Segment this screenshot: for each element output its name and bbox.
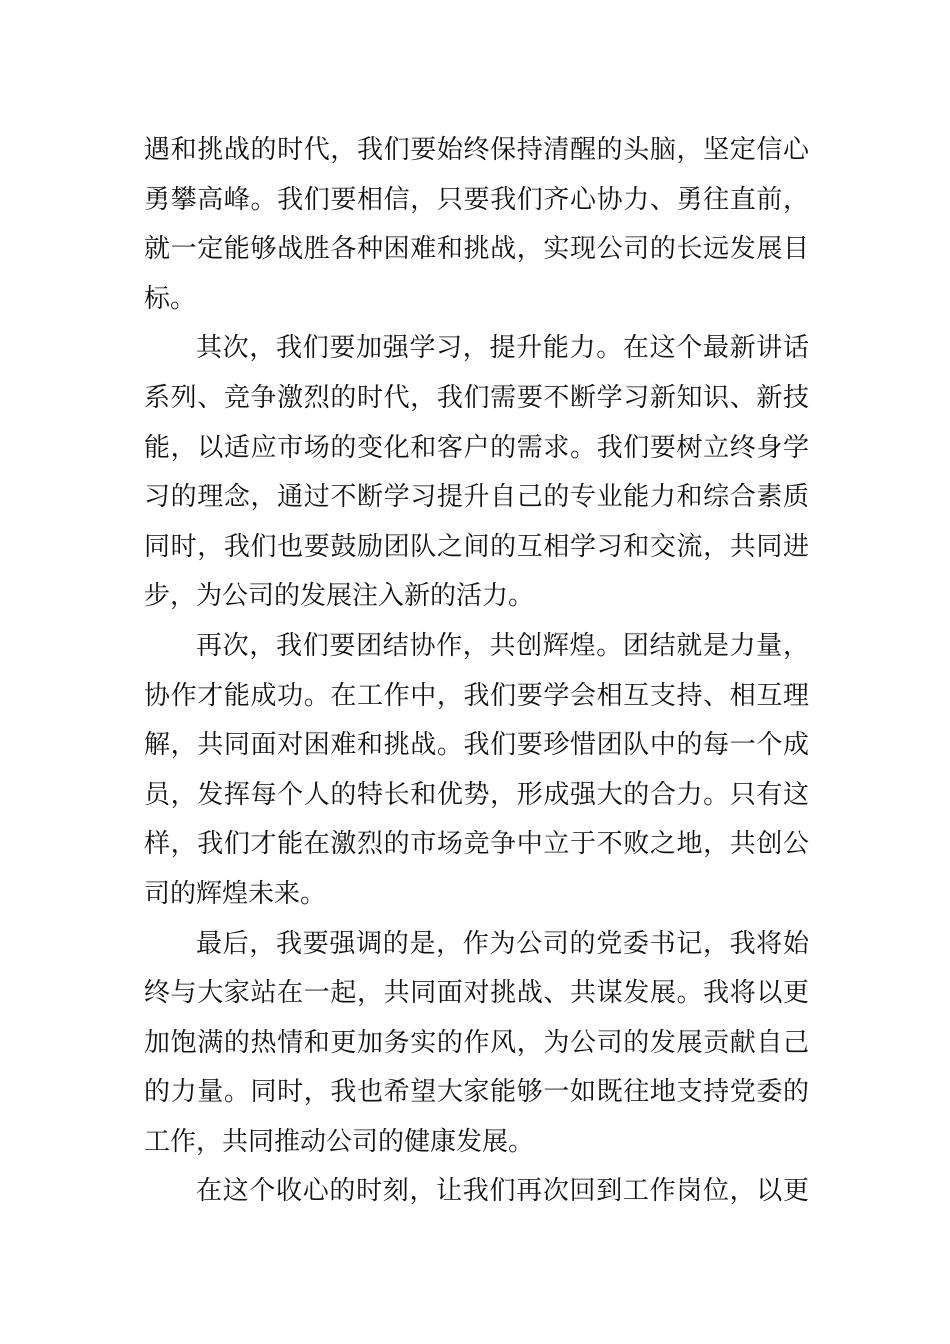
text-line: 遇和挑战的时代，我们要始终保持清醒的头脑，坚定信心 <box>144 135 809 165</box>
text-line: 同时，我们也要鼓励团队之间的互相学习和交流，共同进 <box>144 531 809 562</box>
text-line: 协作才能成功。在工作中，我们要学会相互支持、相互理 <box>144 680 809 711</box>
text-line: 步，为公司的发展注入新的活力。 <box>144 581 535 612</box>
text-line: 能，以适应市场的变化和客户的需求。我们要树立终身学 <box>144 432 809 463</box>
text-line: 加饱满的热情和更加务实的作风，为公司的发展贡献自己 <box>144 1027 809 1058</box>
text-line: 勇攀高峰。我们要相信，只要我们齐心协力、勇往直前， <box>144 184 809 215</box>
text-line: 就一定能够战胜各种困难和挑战，实现公司的长远发展目 <box>144 234 809 265</box>
text-line: 工作，共同推动公司的健康发展。 <box>144 1126 535 1157</box>
text-line: 解，共同面对困难和挑战。我们要珍惜团队中的每一个成 <box>144 730 809 761</box>
text-line: 员，发挥每个人的特长和优势，形成强大的合力。只有这 <box>144 779 809 810</box>
paragraph-start-line: 最后，我要强调的是，作为公司的党委书记，我将始 <box>196 928 809 959</box>
paragraph-start-line: 再次，我们要团结协作，共创辉煌。团结就是力量， <box>196 630 809 661</box>
paragraph-start-line: 其次，我们要加强学习，提升能力。在这个最新讲话 <box>196 333 809 364</box>
body-text <box>144 126 809 1217</box>
text-line: 的力量。同时，我也希望大家能够一如既往地支持党委的 <box>144 1077 809 1108</box>
paragraph-start-line: 在这个收心的时刻，让我们再次回到工作岗位，以更 <box>196 1176 809 1207</box>
text-line: 习的理念，通过不断学习提升自己的专业能力和综合素质 <box>144 482 809 513</box>
text-line: 终与大家站在一起，共同面对挑战、共谋发展。我将以更 <box>144 978 809 1009</box>
text-line: 样，我们才能在激烈的市场竞争中立于不败之地，共创公 <box>144 829 809 860</box>
text-line: 系列、竞争激烈的时代，我们需要不断学习新知识、新技 <box>144 382 809 413</box>
text-line: 标。 <box>144 283 197 314</box>
text-line: 司的辉煌未来。 <box>144 878 327 909</box>
